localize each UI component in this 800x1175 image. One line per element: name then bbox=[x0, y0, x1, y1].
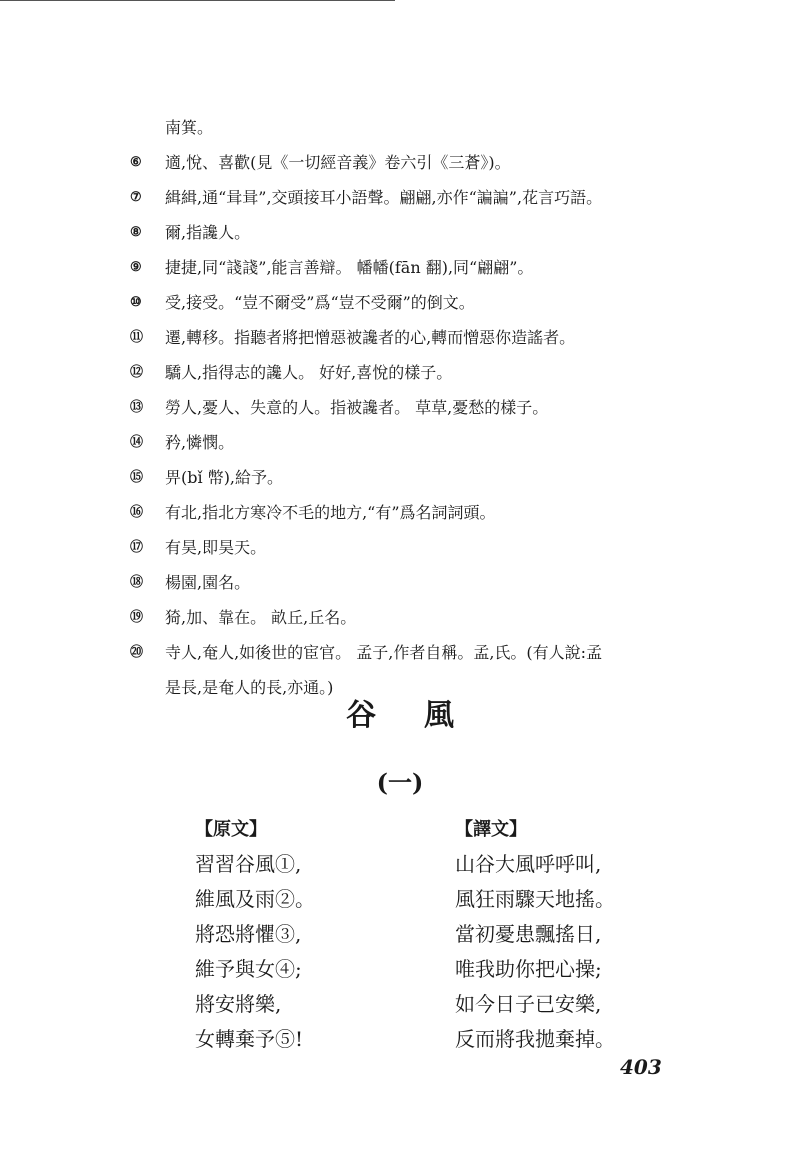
note-text: 勞人,憂人、失意的人。指被讒者。 草草,憂愁的樣子。 bbox=[165, 398, 549, 417]
note-text: 驕人,指得志的讒人。 好好,喜悅的樣子。 bbox=[165, 363, 453, 382]
note-number: ⑮ bbox=[130, 470, 144, 485]
note-item bbox=[130, 425, 690, 460]
note-text: 南箕。 bbox=[165, 118, 214, 137]
translation-line: 唯我助你把心操; bbox=[455, 957, 602, 981]
note-text: 畀(bǐ 幣),給予。 bbox=[165, 468, 284, 487]
note-item bbox=[130, 250, 690, 285]
note-text: 爾,指讒人。 bbox=[165, 223, 251, 242]
note-number: ⑥ bbox=[130, 155, 142, 170]
original-line: 維風及雨②。 bbox=[195, 887, 315, 911]
original-heading: 【原文】 bbox=[195, 819, 267, 840]
note-item bbox=[130, 320, 690, 355]
notes-list bbox=[130, 110, 690, 705]
note-item bbox=[130, 600, 690, 635]
original-line: 習習谷風①, bbox=[195, 852, 302, 876]
note-number: ⑩ bbox=[130, 295, 142, 310]
note-number: ⑪ bbox=[130, 330, 144, 345]
original-line: 將恐將懼③, bbox=[195, 922, 302, 946]
original-line: 將安將樂, bbox=[195, 992, 282, 1016]
page-number: 403 bbox=[620, 1055, 662, 1079]
note-text: 猗,加、靠在。 畝丘,丘名。 bbox=[165, 608, 357, 627]
note-number: ⑲ bbox=[130, 610, 144, 625]
note-number: ⑰ bbox=[130, 540, 144, 555]
note-number: ⑭ bbox=[130, 435, 144, 450]
top-rule bbox=[0, 0, 395, 1]
note-number: ⑬ bbox=[130, 400, 144, 415]
note-text: 寺人,奄人,如後世的宦官。 孟子,作者自稱。孟,氏。(有人說:孟 bbox=[165, 643, 603, 662]
note-item bbox=[130, 285, 690, 320]
poem-title: 谷風 bbox=[346, 698, 502, 733]
translation-line: 當初憂患飄搖日, bbox=[455, 922, 602, 946]
translation-line: 風狂雨驟天地搖。 bbox=[455, 887, 615, 911]
note-item bbox=[130, 390, 690, 425]
note-text: 矜,憐憫。 bbox=[165, 433, 235, 452]
note-item bbox=[130, 530, 690, 565]
note-number: ⑫ bbox=[130, 365, 144, 380]
note-item bbox=[130, 635, 690, 670]
note-text: 有北,指北方寒冷不毛的地方,“有”爲名詞詞頭。 bbox=[165, 503, 496, 522]
note-text: 楊園,園名。 bbox=[165, 573, 251, 592]
note-text: 捷捷,同“諓諓”,能言善辯。 幡幡(fān 翻),同“翩翩”。 bbox=[165, 258, 534, 277]
note-item bbox=[130, 180, 690, 215]
original-text-column bbox=[195, 815, 435, 1057]
note-text: 受,接受。“豈不爾受”爲“豈不受爾”的倒文。 bbox=[165, 293, 475, 312]
translation-line: 如今日子已安樂, bbox=[455, 992, 602, 1016]
note-item bbox=[130, 355, 690, 390]
section-heading: (一) bbox=[376, 768, 424, 797]
note-number: ⑱ bbox=[130, 575, 144, 590]
note-text: 有昊,即昊天。 bbox=[165, 538, 267, 557]
note-number: ⑳ bbox=[130, 645, 144, 660]
original-line: 維予與女④; bbox=[195, 957, 302, 981]
note-number: ⑨ bbox=[130, 260, 142, 275]
original-line: 女轉棄予⑤! bbox=[195, 1027, 304, 1051]
note-number: ⑦ bbox=[130, 190, 142, 205]
note-item bbox=[130, 215, 690, 250]
translation-column bbox=[455, 815, 695, 1057]
note-item bbox=[130, 110, 690, 145]
translation-line: 山谷大風呼呼叫, bbox=[455, 852, 602, 876]
translation-heading: 【譯文】 bbox=[455, 819, 527, 840]
note-item bbox=[130, 145, 690, 180]
note-text: 是長,是奄人的長,亦通。) bbox=[165, 678, 334, 697]
note-number: ⑯ bbox=[130, 505, 144, 520]
translation-line: 反而將我拋棄掉。 bbox=[455, 1027, 615, 1051]
note-text: 遷,轉移。指聽者將把憎惡被讒者的心,轉而憎惡你造謠者。 bbox=[165, 328, 576, 347]
note-text: 適,悅、喜歡(見《一切經音義》卷六引《三蒼》)。 bbox=[165, 153, 511, 172]
note-item bbox=[130, 460, 690, 495]
note-item bbox=[130, 495, 690, 530]
note-number: ⑧ bbox=[130, 225, 142, 240]
note-item bbox=[130, 565, 690, 600]
note-text: 緝緝,通“咠咠”,交頭接耳小語聲。翩翩,亦作“諞諞”,花言巧語。 bbox=[165, 188, 603, 207]
